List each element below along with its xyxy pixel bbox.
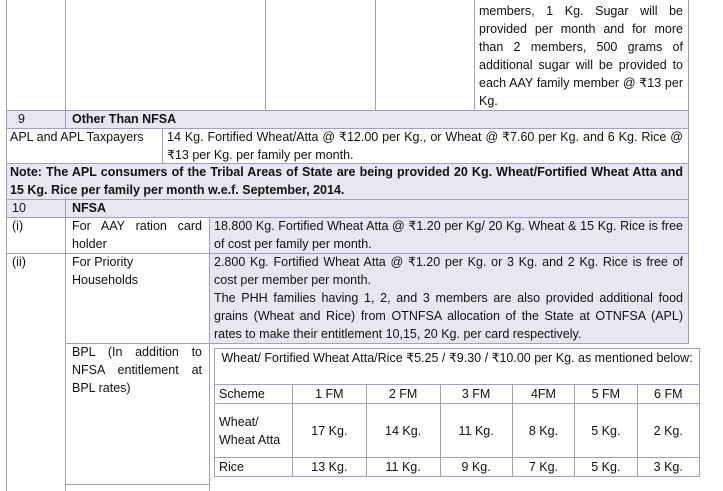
phh-number: (ii) [12,255,26,269]
column-header: 3 FM [440,385,512,404]
apl-text: 14 Kg. Fortified Wheat/Atta @ ₹12.00 per Kg., or Wheat @ ₹7.60 per Kg. and 6 Kg. Rice @ ₹13 per Kg. per family per month. [167,130,683,162]
row9-title: Other Than NFSA [72,112,177,126]
row10-title: NFSA [72,201,107,215]
aay-sugar-text: members, 1 Kg. Sugar will be provided per month and for more than 2 members, 500 grams of additional sugar will be provided to each AAY family member @ ₹13 per Kg. [479,4,683,108]
column-header: 4FM [512,385,574,404]
aay-text: 18.800 Kg. Fortified Wheat Atta @ ₹1.20 per Kg/ 20 Kg. Wheat & 15 Kg. Rice is free of cost per family per month. [214,219,683,251]
phh-text-2: The PHH families having 1, 2, and 3 members are also provided additional food grains (Wheat and Rice) from OTNFSA allocation of the State at OTNFSA (APL) rates to make their entitlement 10,15, 20 Kg. per card respectively. [214,291,683,341]
row10-number: 10 [12,201,26,215]
table-cell: 2 Kg. [637,404,699,458]
row-label: Rice [215,458,293,477]
table-cell: 11 Kg. [366,458,440,477]
phh-text-1: 2.800 Kg. Fortified Wheat Atta @ ₹1.20 per Kg. or 3 Kg. and 2 Kg. Rice is free of cost per member per month. [214,255,683,287]
column-header: 6 FM [637,385,699,404]
phh-label: For Priority Households [72,255,139,287]
row-label: Wheat/ Wheat Atta [215,404,293,458]
table-cell: 3 Kg. [637,458,699,477]
table-cell: 8 Kg. [512,404,574,458]
table-cell: 5 Kg. [575,404,637,458]
row9-number: 9 [18,112,25,126]
aay-number: (i) [12,219,24,233]
table-cell: 17 Kg. [293,404,367,458]
note-body: : The APL consumers of the Tribal Areas of State are being provided 20 Kg. Wheat/Fortified Wheat Atta and 15 Kg. Rice per family per month w.e.f. September, 2014. [10,165,683,197]
bpl-rate-header-text: Wheat/ Fortified Wheat Atta/Rice ₹5.25 / ₹9.30 / ₹10.00 per Kg. as mentioned below: [221,351,693,365]
table-cell: 11 Kg. [440,404,512,458]
table-cell: 5 Kg. [575,458,637,477]
column-header: 5 FM [575,385,637,404]
table-cell: 14 Kg. [366,404,440,458]
column-header: Scheme [215,385,293,404]
bpl-label: BPL (In addition to NFSA entitlement at BPL rates) [72,345,202,395]
table-row [215,458,700,477]
column-header: 1 FM [293,385,367,404]
table-header-row [215,385,700,404]
table-cell: 7 Kg. [512,458,574,477]
note-text [10,163,683,199]
aay-label: For AAY ration card holder [72,219,202,251]
column-header: 2 FM [366,385,440,404]
table-cell: 13 Kg. [293,458,367,477]
row10-band [6,199,688,217]
apl-label: APL and APL Taxpayers [10,130,144,144]
note-label: Note [10,165,38,179]
bpl-entitlement-table [214,384,700,477]
table-row [215,404,700,458]
table-cell: 9 Kg. [440,458,512,477]
bpl-rate-header [214,348,700,384]
